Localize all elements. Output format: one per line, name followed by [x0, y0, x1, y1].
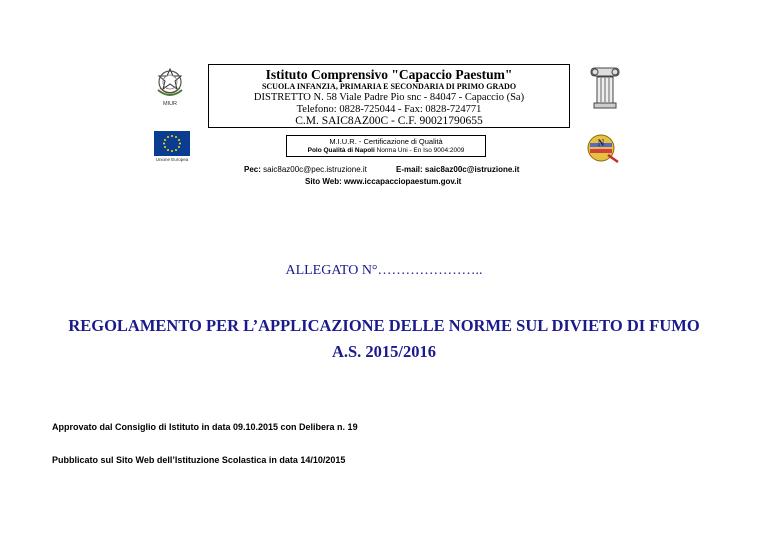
school-info-box [208, 64, 570, 128]
eu-flag-icon [154, 131, 190, 156]
quality-line-1: M.I.U.R. - Certificazione di Qualità [329, 137, 443, 146]
publication-note: Pubblicato sul Sito Web dell’Istituzione Scolastica in data 14/10/2015 [52, 455, 346, 465]
school-codes: C.M. SAIC8AZ00C - C.F. 90021790655 [295, 115, 483, 127]
document-title: REGOLAMENTO PER L’APPLICAZIONE DELLE NORME SUL DIVIETO DI FUMO [68, 316, 700, 335]
email-value[interactable]: saic8az00c@istruzione.it [424, 165, 520, 174]
school-phone: Telefono: 0828-725044 - Fax: 0828-724771 [296, 103, 482, 115]
quality-line-2 [287, 146, 485, 155]
quality-certification-icon [586, 133, 620, 163]
pec-label: Pec: [244, 165, 261, 174]
school-levels: SCUOLA INFANZIA, PRIMARIA E SECONDARIA DI PRIMO GRADO [261, 82, 517, 91]
attachment-number: ALLEGATO N°………………….. [285, 263, 483, 278]
pec-value[interactable]: saic8az00c@pec.istruzione.it [263, 165, 367, 174]
miur-label: MIUR [162, 101, 178, 107]
eu-label: Unione Europea [155, 157, 189, 162]
website-line[interactable]: Sito Web: www.iccapacciopaestum.gov.it [305, 177, 462, 186]
quality-line-2-bold: Polo Qualità di Napoli [307, 147, 375, 154]
pec-line [244, 165, 367, 174]
approval-note: Approvato dal Consiglio di Istituto in data 09.10.2015 con Delibera n. 19 [52, 422, 358, 432]
quality-line-2-rest: Norma Uni - En Iso 9004:2009 [374, 147, 465, 154]
ionic-column-icon [588, 66, 622, 110]
email-label: E-mail: [396, 165, 423, 174]
school-name: Istituto Comprensivo "Capaccio Paestum" [265, 67, 513, 82]
school-address: DISTRETTO N. 58 Viale Padre Pio snc - 84047 - Capaccio (Sa) [253, 92, 525, 103]
svg-text:N: N [597, 138, 605, 148]
email-line [396, 165, 519, 174]
quality-certification-box [286, 135, 486, 157]
school-year: A.S. 2015/2016 [331, 342, 437, 361]
